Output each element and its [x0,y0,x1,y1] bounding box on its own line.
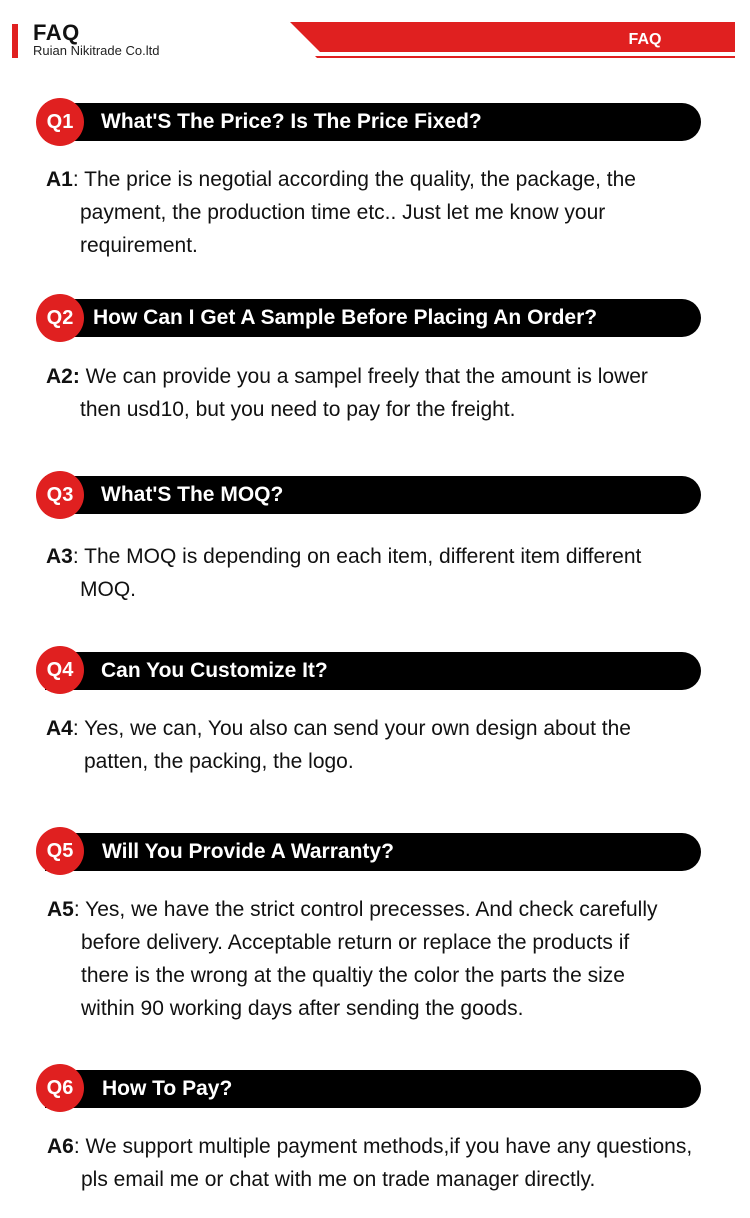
answer-block [47,1130,747,1196]
answer-text: Yes, we can, You also can send your own design about the [78,717,631,740]
answer-line: MOQ. [80,578,136,601]
answer-label: A5 [47,898,74,921]
answer-line: then usd10, but you need to pay for the freight. [80,398,516,421]
question-badge: Q2 [36,294,84,342]
answer-label: A1 [46,168,73,191]
answer-line [46,540,736,573]
answer-text: We support multiple payment methods,if you have any questions, [79,1135,693,1158]
answer-block [46,163,736,262]
answer-line [46,163,736,196]
answer-line: within 90 working days after sending the goods. [81,997,524,1020]
answer-label: A3 [46,545,73,568]
answer-separator: : [73,898,80,921]
question-text: Will You Provide A Warranty? [102,840,394,863]
page-title: FAQ [33,20,80,45]
answer-separator: : [72,545,79,568]
banner-label: FAQ [628,31,662,48]
answer-line: requirement. [80,234,198,257]
question-badge: Q5 [36,827,84,875]
question-text: Can You Customize It? [101,659,328,682]
question-text: What'S The MOQ? [101,483,284,506]
answer-separator: : [72,717,79,740]
question-badge: Q4 [36,646,84,694]
header-accent-bar [12,24,18,58]
answer-block [46,712,736,778]
question-badge: Q3 [36,471,84,519]
question-text: What'S The Price? Is The Price Fixed? [101,110,482,133]
answer-block [46,540,736,606]
answer-line [46,712,736,745]
answer-separator: : [72,168,79,191]
answer-label: A4 [46,717,73,740]
answer-block [47,893,737,1025]
answer-label: A2: [46,365,80,388]
answer-label: A6 [47,1135,74,1158]
answer-line [47,1130,747,1163]
answer-line: payment, the production time etc.. Just let me know your [80,201,606,224]
answer-line: there is the wrong at the qualtiy the color the parts the size [81,964,625,987]
answer-line: before delivery. Acceptable return or replace the products if [81,931,630,954]
page-header [0,0,750,70]
answer-text: The price is negotial according the quality, the package, the [78,168,636,191]
answer-text: Yes, we have the strict control precesses. And check carefully [79,898,658,921]
answer-block [46,360,736,426]
question-text: How Can I Get A Sample Before Placing An Order? [93,306,598,329]
company-name: Ruian Nikitrade Co.ltd [33,43,160,58]
answer-line [47,893,737,926]
answer-text: We can provide you a sampel freely that the amount is lower [79,365,648,388]
answer-text: The MOQ is depending on each item, different item different [78,545,642,568]
question-badge: Q6 [36,1064,84,1112]
answer-line [46,360,736,393]
answer-line: pls email me or chat with me on trade manager directly. [81,1168,596,1191]
answer-separator: : [73,1135,80,1158]
question-text: How To Pay? [102,1077,233,1100]
answer-line: patten, the packing, the logo. [84,750,354,773]
question-badge: Q1 [36,98,84,146]
